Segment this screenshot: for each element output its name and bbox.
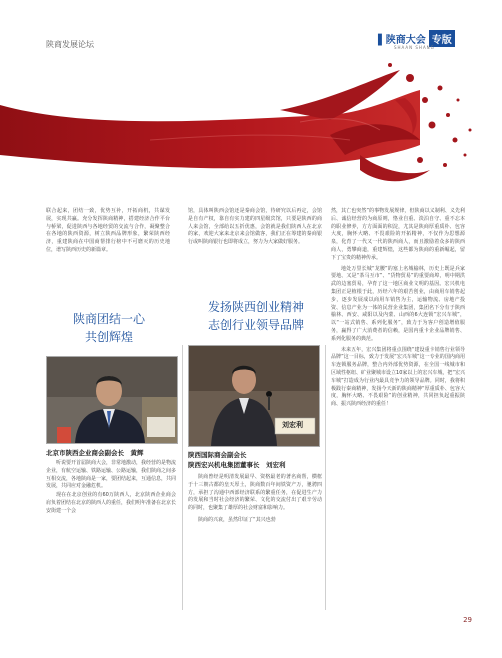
paragraph: 然，其亡也突然”的事物发展规律，但陕商以义制利、义先利后、诚信经营的为商原则，恪业自重、淡泊自守、重不忘本的职业修养，方方面面的积淀，尤其是陕商厚重质朴、包容大度，胸怀大略、不畏艰险的开拓精神，不仅作为思想源泉，化育了一代又一代的陕西商人，而且激励着众多的陕西商人，勇攀商道，重建辉煌，这些都为陕商的重新崛起，留下了宝贵的精神传承。 bbox=[331, 208, 465, 261]
left-headline bbox=[50, 310, 168, 346]
middle-photo-caption-2: 陕西宏兴机电集团董事长 刘宏利 bbox=[188, 461, 286, 469]
headline-line-2: 共创辉煌 bbox=[84, 330, 133, 344]
paragraph: 联合起来，团结一致，优势互补，开拓商机，共谋发展，实现共赢。充分发挥陕商精神，搭建经济合作平台与桥梁，促进陕西与各地经贸的交流与合作，凝聚整合在各地的陕西资源，树立陕西品牌形象，繁荣陕西经济，重建陕商在中国商帮排行榜中不可磨灭的历史地位，谱写陕西历史的新篇章。 bbox=[46, 208, 170, 253]
left-column-top-text bbox=[46, 208, 170, 256]
headline-line-1: 陕商团结一心 bbox=[72, 312, 145, 326]
middle-column-bottom-text bbox=[188, 474, 322, 526]
right-column-text bbox=[331, 208, 465, 410]
paragraph: 陕商的兴衰，虽然印证了“其兴也勃 bbox=[198, 516, 276, 523]
brand-tag: 专版 bbox=[429, 30, 455, 47]
left-column-bottom-text bbox=[46, 460, 176, 517]
page-number: 29 bbox=[463, 616, 472, 624]
left-photo-caption: 北京市陕西企业商会副会长 黄辉 bbox=[46, 449, 144, 457]
paragraph: 现在在北京创业的有60万陕西人，北京陕西企业商会肩负着团结在北京的陕西人的重任，我们明年准备在北京长安街建一个会 bbox=[46, 492, 177, 514]
paragraph: 馆，具体叫陕西会馆还是秦商会馆，待研究以后再定，会馆是自有产权，靠自有实力建的四星级宾馆，只要是陕西的商人来会馆，全部给以五折优惠，会馆就是我们陕西人在北京的家，欢迎大家来北京来会馆做客，我们正在筹建的秦商银行或叫陕商银行也即将成立，努力为大家做好服务。 bbox=[188, 208, 322, 246]
name-plate: 刘宏利 bbox=[282, 421, 303, 429]
photo-huang-hui bbox=[46, 356, 178, 444]
headline-line-2: 志创行业领导品牌 bbox=[207, 318, 304, 332]
red-swirl-ornament bbox=[0, 60, 502, 200]
paragraph: 地处万里长城“龙腰”的塞上名城榆林，历史上既是兵家要地、又是“茶马互市”、“货物贸易”的重要商埠，明中期洪武的边塞贸易，孕育了这一地区商业文明的基因。宏兴机电集团正是植根于此，历经六年的艰苦创业，由商用车销售起步，逐步发展成以商用车销售为主，运输物流、房地产投资、信息产业为一体的民营企业集团，集团名下分有于陕西榆林、西安、咸阳以及内蒙、山西的6大连锁“宏兴车城”，以“一站式销售、系列化服务”，致力于为客户创造增值服务，赢得了广大消费者的信赖，是国内重卡企业品牌销售、系列化服务的典范。 bbox=[331, 265, 465, 342]
brand-icon: ▌ bbox=[378, 35, 386, 46]
middle-headline bbox=[188, 298, 324, 334]
brand-english: SHAAN SHANG bbox=[394, 45, 435, 50]
portrait-image bbox=[189, 346, 319, 446]
section-title: 陕商发展论坛 bbox=[46, 40, 94, 49]
paragraph: 陕商曾经是明清发展最早、资格最老的著名商帮，横框于十三朝古都的皇天厚土，陕商数百年间铁资产万，驰骋四方，承担了沟通中西部经济联系的繁重任务，在促进生产力的发展和当时社会经济的繁荣、文化的交流付出了艰辛劳动的同时，也聚集了雄厚的社会财富和影响力。 bbox=[188, 474, 322, 512]
column-divider-1 bbox=[182, 345, 183, 610]
column-divider-2 bbox=[325, 345, 326, 610]
photo-liu-hongli bbox=[188, 345, 320, 447]
portrait-image bbox=[47, 357, 177, 443]
middle-column-top-text bbox=[188, 208, 322, 248]
middle-photo-caption-1: 陕西国际商会副会长 bbox=[188, 451, 247, 459]
paragraph: 听说要开首届陕商大会，非常地激动，我经营的是物流企业，有航空运输、铁路运输、公路运输，我们陕商之间多互相交流，各地陕商是一家，要团结起来，互通信息，共同发展，共同应对金融危机。 bbox=[46, 460, 177, 490]
headline-line-1: 发扬陕西创业精神 bbox=[207, 300, 304, 314]
paragraph: 未来五年，宏兴集团将重点围绕“建设重卡销售行业领导品牌”这一目标，致力于发展“宏兴车城”这一专业的国内商用车连锁服务品牌，整合内外部优势资源，在全国一线城市和区域性枢纽、矿业聚城市设立10家以上的宏兴车城，把“宏兴车城”打造成为行业内最具竞争力的领导品牌。同时，我将积极践行秦商精神，发扬今天新的陕商精神“厚重质朴、包容大度，胸怀大略、不畏艰险”的创业精神，共同担负起重振陕商、振兴陕西经济的重任！ bbox=[331, 346, 465, 408]
brand-name: 陕商大会 bbox=[385, 35, 426, 46]
